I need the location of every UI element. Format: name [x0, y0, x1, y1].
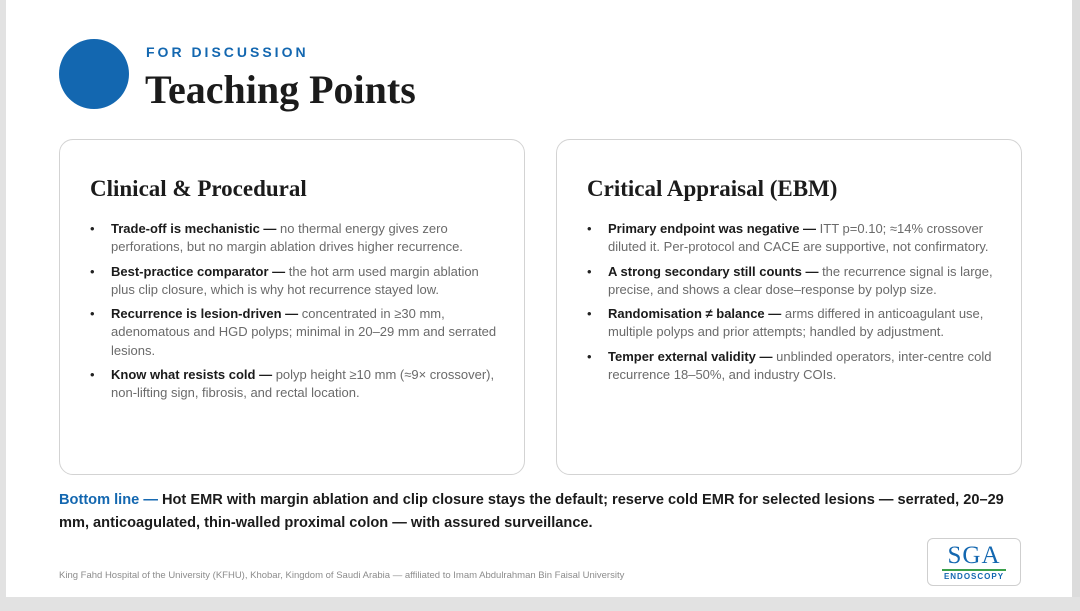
- bullet-list: [587, 220, 997, 390]
- bullet-list: [90, 220, 500, 409]
- bullet-text: concentrated in ≥30 mm, adenomatous and HGD polyps; minimal in 20–29 mm and serrated lesions.: [111, 306, 497, 358]
- bullet-lead: A strong secondary still counts —: [608, 263, 819, 279]
- bullet-item: [90, 263, 500, 300]
- logo-wordmark: SGA: [947, 542, 1001, 569]
- card-clinical-procedural: [59, 139, 525, 475]
- bullet-item: [587, 348, 997, 385]
- bullet-text: ITT p=0.10; ≈14% crossover diluted it. Per-protocol and CACE are supportive, not confirmatory.: [608, 221, 989, 255]
- card-heading: Clinical & Procedural: [90, 176, 307, 201]
- footer-affiliation: King Fahd Hospital of the University (KFHU), Khobar, Kingdom of Saudi Arabia — affiliated to Imam Abdulrahman Bin Faisal University: [59, 570, 625, 581]
- bottom-line-lead: Bottom line —: [59, 492, 158, 508]
- bullet-lead: Know what resists cold —: [111, 367, 273, 383]
- window-bottom-edge: [0, 597, 1080, 611]
- card-heading: Critical Appraisal (EBM): [587, 176, 838, 201]
- slide-title: Teaching Points: [145, 67, 416, 112]
- bullet-lead: Randomisation ≠ balance —: [608, 306, 782, 322]
- accent-circle: [59, 39, 129, 109]
- bullet-lead: Primary endpoint was negative —: [608, 221, 817, 236]
- bullet-text: arms differed in anticoagulant use, multiple polyps and prior attempts; handled by adjustment.: [608, 306, 984, 340]
- bullet-lead: Recurrence is lesion-driven —: [111, 306, 299, 322]
- window-edge: [1072, 0, 1080, 611]
- slide: [6, 0, 1072, 597]
- bullet-item: [587, 305, 997, 342]
- bullet-item: [90, 366, 500, 403]
- bullet-item: [90, 305, 500, 360]
- bullet-text: the hot arm used margin ablation plus clip closure, which is why hot recurrence stayed low.: [111, 263, 479, 297]
- bullet-text: the recurrence signal is large, precise, and shows a clear dose–response by polyp size.: [608, 263, 993, 297]
- logo-green-bar: [942, 569, 1006, 571]
- bullet-lead: Best-practice comparator —: [111, 263, 286, 279]
- sga-endoscopy-logo: [927, 538, 1021, 586]
- logo-subtitle: ENDOSCOPY: [943, 572, 1005, 581]
- bullet-text: unblinded operators, inter-centre cold recurrence 18–50%, and industry COIs.: [608, 348, 992, 383]
- bullet-text: no thermal energy gives zero perforations, but no margin ablation drives higher recurrence.: [111, 221, 463, 255]
- bottom-line-text: Hot EMR with margin ablation and clip closure stays the default; reserve cold EMR for selected lesions — serrated, 20–29 mm, anticoagulated, thin-walled proximal colon — with assured surveillance.: [59, 492, 1004, 531]
- bullet-lead: Temper external validity —: [608, 348, 773, 364]
- bullet-lead: Trade-off is mechanistic —: [111, 221, 277, 236]
- bottom-line: [59, 489, 1019, 535]
- bullet-item: [587, 220, 997, 257]
- bullet-item: [90, 220, 500, 257]
- bullet-item: [587, 263, 997, 300]
- card-critical-appraisal: [556, 139, 1022, 475]
- bullet-text: polyp height ≥10 mm (≈9× crossover), non-lifting sign, fibrosis, and rectal location.: [111, 367, 495, 401]
- slide-kicker: FOR DISCUSSION: [146, 44, 309, 60]
